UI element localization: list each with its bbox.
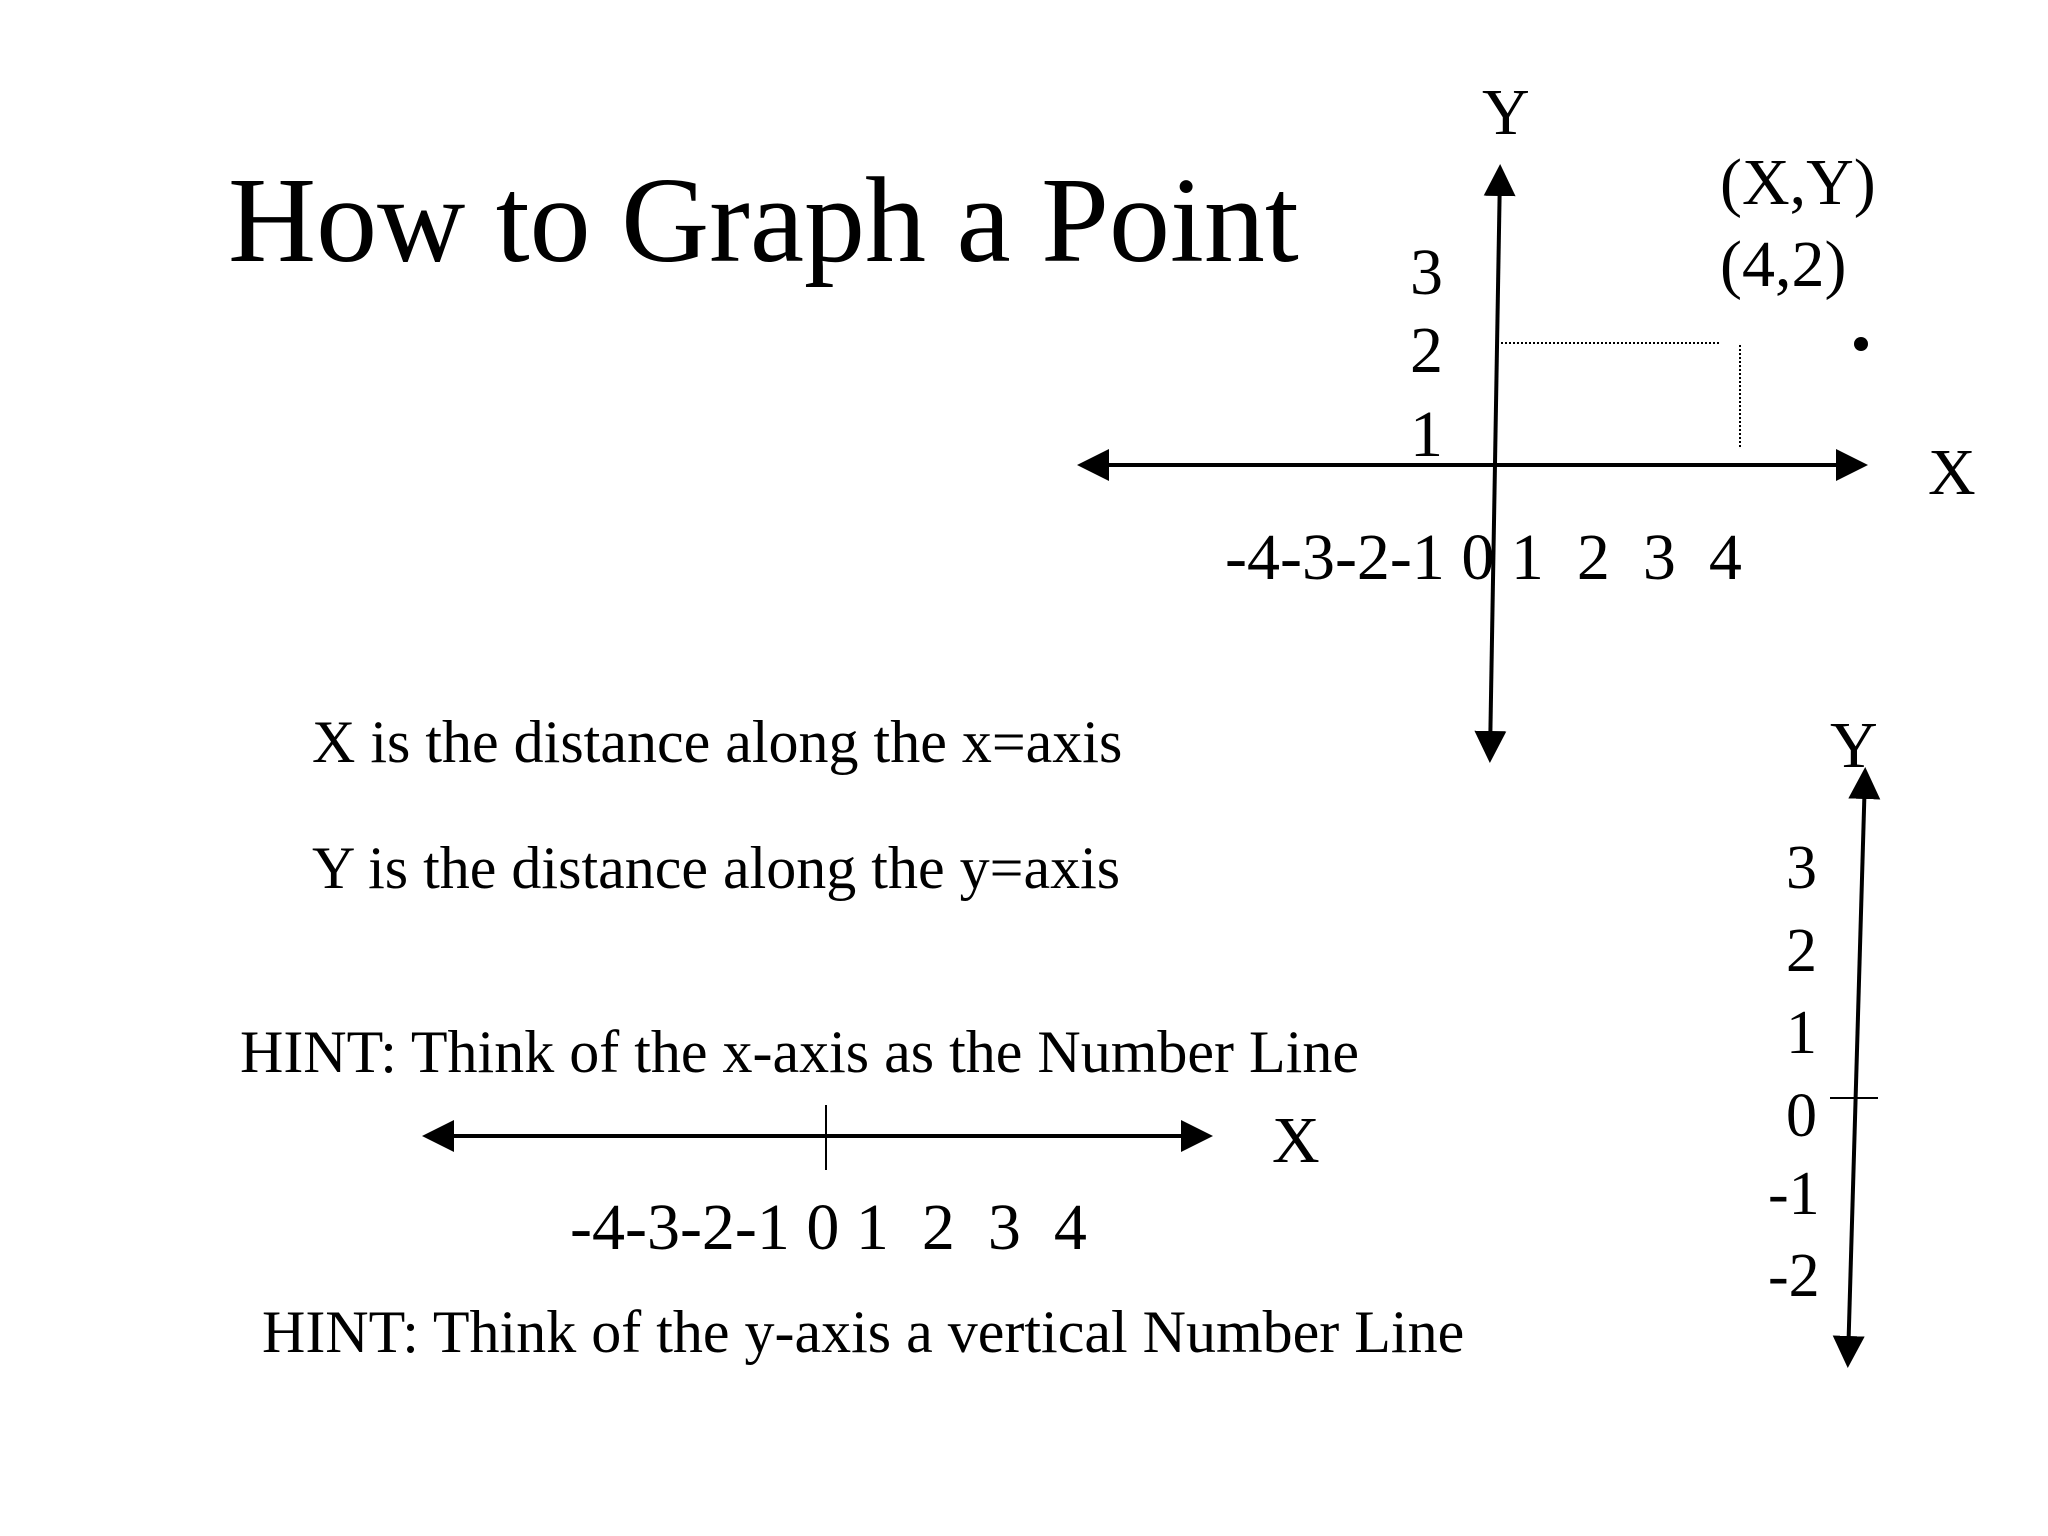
vertical-tick-label-1: 1 [1786,999,1817,1067]
vertical-tick-label-3: 3 [1786,834,1817,902]
hint-x-axis-text: HINT: Think of the x-axis as the Number Line [240,1019,1359,1085]
generic-point-label: (X,Y) [1720,146,1876,219]
graph-y-axis-label: Y [1482,76,1530,149]
vertical-number-line-axis [1848,775,1865,1360]
slide-title: How to Graph a Point [228,153,1299,288]
number-line-tick-labels: -4-3-2-1 0 1 2 3 4 [570,1191,1087,1264]
vertical-tick-label-0: 0 [1786,1082,1817,1150]
vertical-number-line-axis-label: Y [1830,709,1878,782]
graph-y-tick-label-2: 2 [1410,314,1443,387]
graph-y-tick-label-3: 3 [1410,236,1443,309]
graph-x-axis-label: X [1928,436,1976,509]
vertical-tick-label-minus-1: -1 [1768,1160,1820,1228]
number-line-axis-label: X [1272,1104,1320,1177]
vertical-tick-label-minus-2: -2 [1768,1242,1820,1310]
y-distance-text: Y is the distance along the y=axis [312,835,1121,901]
point-coordinate-label: (4,2) [1720,228,1847,301]
plotted-point [1854,337,1868,351]
hint-y-axis-text: HINT: Think of the y-axis a vertical Number Line [262,1299,1465,1365]
graph-y-tick-label-1: 1 [1410,398,1443,471]
vertical-tick-label-2: 2 [1786,917,1817,985]
x-distance-text: X is the distance along the x=axis [312,709,1123,775]
graph-x-tick-labels: -4-3-2-1 0 1 2 3 4 [1225,521,1742,594]
